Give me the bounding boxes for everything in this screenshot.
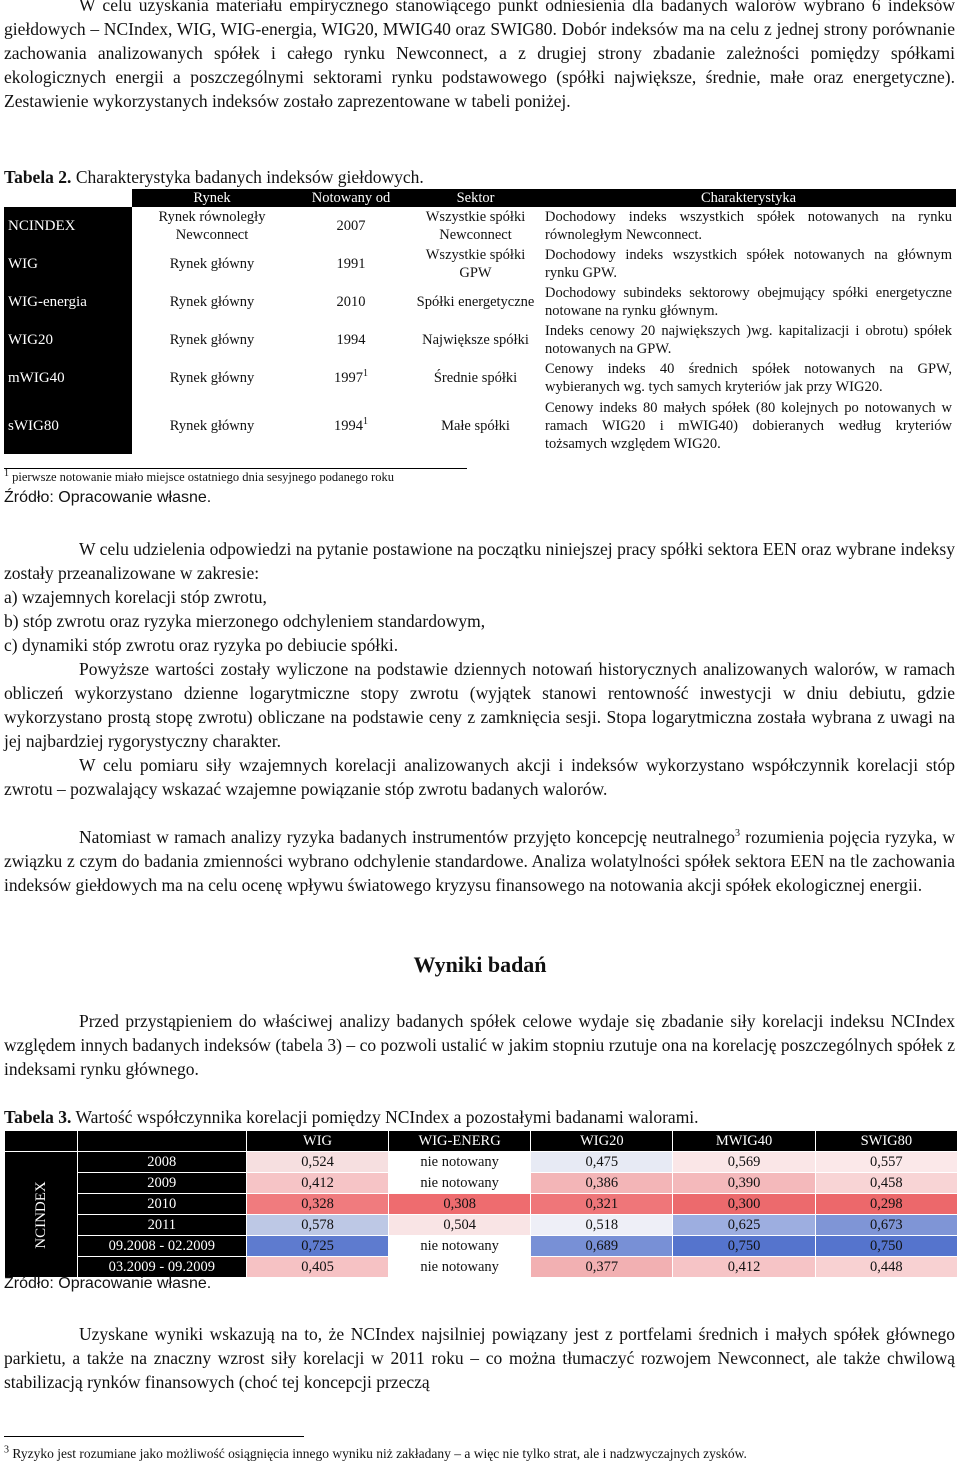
market-cell: Rynek główny xyxy=(169,332,255,348)
corr-cell: 0,321 xyxy=(531,1194,673,1215)
footnote-divider xyxy=(4,1436,304,1437)
period-label: 2011 xyxy=(77,1215,247,1236)
table2-header-rynek: Rynek xyxy=(132,189,292,207)
corr-cell: 0,390 xyxy=(673,1173,815,1194)
table2-header-charakterystyka: Charakterystyka xyxy=(541,189,956,207)
table3-side-label: NCINDEX xyxy=(5,1152,78,1278)
sector-cell: Wszystkie spółki GPW xyxy=(425,247,526,281)
table-row xyxy=(4,321,956,359)
corr-cell: 0,475 xyxy=(531,1152,673,1173)
period-label: 03.2009 - 09.2009 xyxy=(77,1257,247,1278)
listed-since-cell: 1994 xyxy=(336,332,366,348)
paragraph-5: Przed przystąpieniem do właściwej analizy badanych spółek celowe wydaje się zbadanie siły korelacji indeksu NCIndex względem innych badanych indeksów (tabela 3) – co pozwoli ustalić w jakim stopniu rzutuje ona na korelację poszczególnych spółek z indeksami rynku głównego. xyxy=(4,1011,955,1079)
index-name: sWIG80 xyxy=(4,397,132,454)
table2-header-sektor: Sektor xyxy=(410,189,541,207)
corr-cell: 0,569 xyxy=(673,1152,815,1173)
table-row xyxy=(5,1152,958,1173)
market-cell: Rynek główny xyxy=(169,256,255,272)
index-name: mWIG40 xyxy=(4,359,132,397)
corr-cell: 0,412 xyxy=(673,1257,815,1278)
table2-header-row xyxy=(4,189,956,207)
corr-cell: 0,578 xyxy=(247,1215,389,1236)
section-heading: Wyniki badań xyxy=(413,952,547,977)
corr-cell: 0,524 xyxy=(247,1152,389,1173)
table-row xyxy=(4,207,956,245)
corr-cell: 0,377 xyxy=(531,1257,673,1278)
sector-cell: Wszystkie spółki Newconnect xyxy=(425,209,526,243)
table3-header: SWIG80 xyxy=(815,1131,957,1152)
list-item: a) wzajemnych korelacji stóp zwrotu, xyxy=(4,587,267,607)
table3-source: Źródło: Opracowanie własne. xyxy=(4,1275,212,1292)
corr-cell: nie notowany xyxy=(388,1257,530,1278)
corr-cell: 0,412 xyxy=(247,1173,389,1194)
table3-header: MWIG40 xyxy=(673,1131,815,1152)
description-cell: Cenowy indeks 80 małych spółek (80 kolejnych po notowanych w ramach WIG20 i mWIG40) dobieranych według kryteriów tożsamych względem WIG20. xyxy=(545,399,952,452)
corr-cell: nie notowany xyxy=(388,1236,530,1257)
description-cell: Dochodowy indeks wszystkich spółek notowanych na rynku równoległym Newconnect. xyxy=(545,209,952,243)
corr-cell: 0,750 xyxy=(673,1236,815,1257)
table3-header: WIG-ENERG xyxy=(388,1131,530,1152)
index-name: WIG-energia xyxy=(4,283,132,321)
table-row xyxy=(4,397,956,454)
table-row xyxy=(5,1236,958,1257)
table3-header-row xyxy=(5,1131,958,1152)
corr-cell: 0,298 xyxy=(815,1194,957,1215)
corr-cell: 0,458 xyxy=(815,1173,957,1194)
sector-cell: Największe spółki xyxy=(422,332,529,348)
corr-cell: 0,725 xyxy=(247,1236,389,1257)
market-cell: Rynek równoległy Newconnect xyxy=(158,209,266,243)
market-cell: Rynek główny xyxy=(169,417,255,434)
sector-cell: Średnie spółki xyxy=(433,370,518,386)
listed-since-cell: 1994$^1$ xyxy=(334,415,368,434)
table3-header: WIG20 xyxy=(531,1131,673,1152)
description-cell: Cenowy indeks 40 średnich spółek notowanych na GPW, wybieranych wg. tych samych kryteriów jak przy WIG20. xyxy=(545,361,952,395)
description-cell: Dochodowy subindeks sektorowy obejmujący spółki energetyczne notowane na rynku głównym. xyxy=(545,285,952,319)
corr-cell: 0,405 xyxy=(247,1257,389,1278)
description-cell: Indeks cenowy 20 największych )wg. kapitalizacji i obrotu) spółek notowanych na GPW. xyxy=(545,323,952,357)
table-row xyxy=(5,1215,958,1236)
corr-cell: 0,386 xyxy=(531,1173,673,1194)
corr-cell: 0,689 xyxy=(531,1236,673,1257)
table3-caption: Tabela 3. Wartość współczynnika korelacji pomiędzy NCIndex a pozostałymi badanami walorami. xyxy=(4,1107,699,1127)
list-item: c) dynamiki stóp zwrotu oraz ryzyka po debiucie spółki. xyxy=(4,635,399,655)
table-row xyxy=(4,245,956,283)
intro-paragraph: W celu uzyskania materiału empirycznego stanowiącego punkt odniesienia dla badanych walorów wybrano 6 indeksów giełdowych – NCIndex, WIG, WIG-energia, WIG20, MWIG40 oraz SWIG80. Dobór indeksów ma na celu z jednej strony porównanie zachowania analizowanych spółek i całego rynku Newconnect, a z drugiej strony zbadanie zależności pomiędzy spółkami ekologicznych energii a poszczególnymi sektorami rynku podstawowego (spółki największe, średnie, małe oraz energetyczne). Zestawienie wykorzystanych indeksów zostało zaprezentowane w tabeli poniżej. xyxy=(4,0,955,111)
sector-cell: Małe spółki xyxy=(441,417,510,434)
period-label: 2008 xyxy=(77,1152,247,1173)
paragraph-3: W celu pomiaru siły wzajemnych korelacji analizowanych akcji i indeksów wykorzystano współczynnik korelacji stóp zwrotu – pozwalający wskazać wzajemne powiązanie stóp zwrotu badanych walorów. xyxy=(4,755,955,799)
corr-cell: 0,750 xyxy=(815,1236,957,1257)
period-label: 2010 xyxy=(77,1194,247,1215)
period-label: 09.2008 - 02.2009 xyxy=(77,1236,247,1257)
paragraph-1: W celu udzielenia odpowiedzi na pytanie postawione na początku niniejszej pracy spółki sektora EEN oraz wybrane indeksy zostały przeanalizowane w zakresie: xyxy=(4,539,955,583)
table-row xyxy=(5,1173,958,1194)
table3 xyxy=(4,1130,958,1278)
listed-since-cell: 1997$^1$ xyxy=(334,368,368,386)
market-cell: Rynek główny xyxy=(169,370,255,386)
corr-cell: 0,300 xyxy=(673,1194,815,1215)
paragraph-6: Uzyskane wyniki wskazują na to, że NCIndex najsilniej powiązany jest z portfelami średnich i małych spółek głównego parkietu, a także na znaczny wzrost siły korelacji w 2011 roku – co można tłumaczyć rozwojem Newconnect, ale także chwilową stabilizacją rynków finansowych (choć tej koncepcji przeczą xyxy=(4,1324,955,1392)
corr-cell: 0,518 xyxy=(531,1215,673,1236)
listed-since-cell: 2007 xyxy=(336,218,366,234)
listed-since-cell: 1991 xyxy=(336,256,366,272)
corr-cell: 0,504 xyxy=(388,1215,530,1236)
corr-cell: 0,308 xyxy=(388,1194,530,1215)
list-item: b) stóp zwrotu oraz ryzyka mierzonego odchyleniem standardowym, xyxy=(4,611,486,631)
listed-since-cell: 2010 xyxy=(336,294,366,310)
description-cell: Dochodowy indeks wszystkich spółek notowanych na głównym rynku GPW. xyxy=(545,247,952,281)
table2-header-notowany: Notowany od xyxy=(292,189,410,207)
corr-cell: 0,673 xyxy=(815,1215,957,1236)
table2-footnote: $^1$ pierwsze notowanie miało miejsce ostatniego dnia sesyjnego podanego roku xyxy=(4,468,467,485)
period-label: 2009 xyxy=(77,1173,247,1194)
paragraph-4: Natomiast w ramach analizy ryzyka badanych instrumentów przyjęto koncepcję neutralnego$^3$ rozumienia pojęcia ryzyka, w związku z czym do badania zmienności wybrano odchylenie standardowe. Analiza wolatylności spółek sektora EEN na tle zachowania indeksów giełdowych ma na celu ocenę wpływu światowego kryzysu finansowego na notowania akcji spółek ekologicznej energii. xyxy=(4,827,955,895)
table-row xyxy=(4,359,956,397)
corr-cell: 0,448 xyxy=(815,1257,957,1278)
corr-cell: nie notowany xyxy=(388,1173,530,1194)
corr-cell: 0,328 xyxy=(247,1194,389,1215)
analysis-list xyxy=(4,585,955,657)
corr-cell: 0,557 xyxy=(815,1152,957,1173)
index-name: WIG xyxy=(4,245,132,283)
corr-cell: 0,625 xyxy=(673,1215,815,1236)
table3-header: WIG xyxy=(247,1131,389,1152)
corr-cell: nie notowany xyxy=(388,1152,530,1173)
index-name: NCINDEX xyxy=(4,207,132,245)
table-row xyxy=(5,1194,958,1215)
table2-source: Źródło: Opracowanie własne. xyxy=(4,489,212,506)
market-cell: Rynek główny xyxy=(169,294,255,310)
index-name: WIG20 xyxy=(4,321,132,359)
table2-caption: Tabela 2. Charakterystyka badanych indeksów giełdowych. xyxy=(4,167,424,187)
table-row xyxy=(4,283,956,321)
table2 xyxy=(4,189,956,454)
sector-cell: Spółki energetyczne xyxy=(416,294,535,310)
paragraph-2: Powyższe wartości zostały wyliczone na podstawie dziennych notowań historycznych analizowanych walorów, w ramach obliczeń wykorzystano dzienne logarytmiczne stopy zwrotu (wyjątek stanowi rentowność inwestycji w dniu debiutu, gdzie wykorzystano prostą stopę zwrotu) obliczane na podstawie ceny z zamknięcia sesji. Stopa logarytmiczna została wybrana z uwagi na jej najbardziej rygorystyczny charakter. xyxy=(4,659,955,751)
footnote-3: $^3$ Ryzyko jest rozumiane jako możliwość osiągnięcia innego wyniku niż zakładany – a więc nie tylko strat, ale i nadzwyczajnych zysków. xyxy=(4,1444,747,1461)
